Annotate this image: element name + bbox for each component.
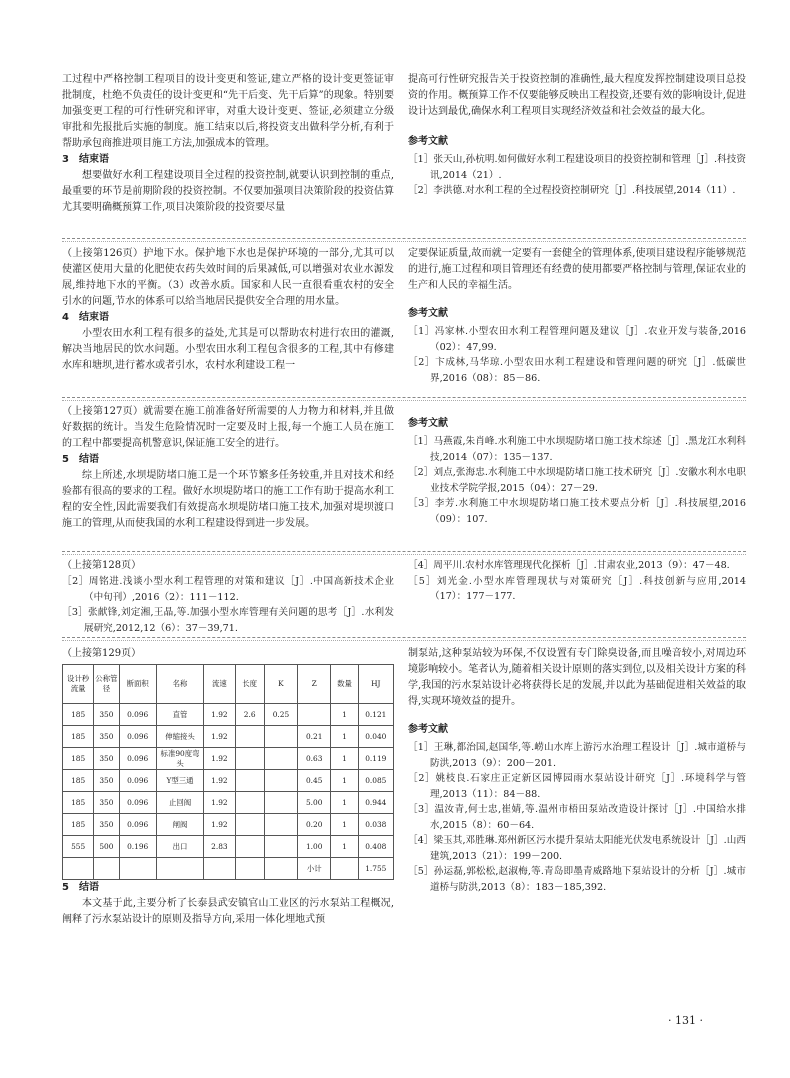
table-cell: 185: [63, 814, 94, 836]
table-cell: 0.096: [119, 726, 156, 748]
table-cell: 0.944: [358, 792, 393, 814]
table-cell: 185: [63, 704, 94, 726]
paragraph: 本文基于此,主要分析了长泰县武安镇官山工业区的污水泵站工程概况,阐释了污水泵站设计的原则及指导方向,采用一体化埋地式预: [62, 898, 394, 925]
table-cell: 0.096: [119, 704, 156, 726]
section-heading: 4 结束语: [62, 312, 109, 323]
table-cell: 闸阀: [156, 814, 203, 836]
continuation-note: （上接第128页）: [62, 560, 142, 571]
table-cell: 0.096: [119, 770, 156, 792]
table-cell: 185: [63, 726, 94, 748]
table-row: [63, 726, 394, 748]
reference-item: ［2］李洪德.对水利工程的全过程投资控制研究［J］.科技展望,2014（11）.: [408, 185, 736, 196]
table-cell: 1: [331, 770, 358, 792]
paragraph: 定要保证质量,故而就一定要有一套健全的管理体系,使项目建设程序能够规范的进行,施工过程和项目管理还有经费的使用都要严格控制与管理,保证农业的生产和人民的幸福生活。: [408, 248, 746, 291]
right-column: [408, 72, 746, 199]
table-header-cell: 设计秒流量: [63, 665, 94, 704]
table-cell: [264, 858, 297, 880]
table-cell: 5.00: [298, 792, 331, 814]
paragraph: （上接第127页）就需要在施工前准备好所需要的人力物力和材料,并且做好数据的统计。当发生危险情况时一定要及时上报,每一个施工人员在施工的工程中都要提高机警意识,保证施工安全的进行。: [62, 406, 394, 449]
head-loss-table: [62, 664, 394, 880]
table-header-cell: HJ: [358, 665, 393, 704]
table-cell: 0.096: [119, 814, 156, 836]
table-header-cell: 公称管径: [94, 665, 119, 704]
table-cell: 1.92: [204, 770, 235, 792]
table-cell: [94, 858, 119, 880]
table-cell: [264, 748, 297, 770]
table-cell: [298, 704, 331, 726]
reference-item: ［3］温汝青,何士忠,崔婧,等.温州市梧田泵站改造设计探讨［J］.中国给水排水,2015（8）：60－64.: [408, 804, 746, 831]
reference-item: ［4］周平川.农村水库管理现代化探析［J］.甘肃农业,2013（9）：47－48.: [408, 560, 730, 571]
right-column: [408, 558, 746, 605]
table-cell: [235, 748, 264, 770]
table-cell: [235, 792, 264, 814]
table-cell: 185: [63, 792, 94, 814]
reference-item: ［1］王琳,都治国,赵国华,等.崂山水库上游污水治理工程设计［J］.城市道桥与防洪,2013（9）：200－201.: [408, 742, 746, 769]
table-cell: [235, 814, 264, 836]
paragraph: 提高可行性研究报告关于投资控制的准确性,最大程度发挥控制建设项目总投资的作用。概预算工作不仅要能够反映出工程投资,还要有效的影响设计,促进设计达到最优,确保水利工程项目实现经济效益和社会效益的最大化。: [408, 74, 746, 117]
table-cell: 350: [94, 792, 119, 814]
paragraph: 制泵站,这种泵站较为环保,不仅设置有专门除臭设备,而且噪音较小,对周边环境影响较小。笔者认为,随着相关设计原则的落实到位,以及相关设计方案的科学,我国的污水泵站设计必将获得长足的发展,并以此为基础促进相关效益的取得,实现环境效益的提升。: [408, 648, 746, 707]
table-header-cell: K: [264, 665, 297, 704]
table-cell: 1.92: [204, 748, 235, 770]
table-cell: [264, 792, 297, 814]
reference-item: ［1］冯家林.小型农田水利工程管理问题及建议［J］.农业开发与装备,2016（02）：47,99.: [408, 326, 746, 353]
reference-item: ［1］马燕霞,朱肖峰.水利施工中水坝堤防堵口施工技术综述［J］.黑龙江水利科技,2014（07）：135－137.: [408, 436, 746, 463]
right-column: [408, 246, 746, 386]
table-cell: 0.121: [358, 704, 393, 726]
table-body: [63, 704, 394, 880]
table-cell: 止回阀: [156, 792, 203, 814]
table-cell: [235, 770, 264, 792]
table-cell: 0.040: [358, 726, 393, 748]
continuation-note: （上接第129页）: [62, 648, 142, 659]
table-cell: 1: [331, 726, 358, 748]
table-cell: 0.408: [358, 836, 393, 858]
table-header-cell: 流速: [204, 665, 235, 704]
section-heading: 5 结语: [62, 882, 99, 893]
table-cell: 1.92: [204, 792, 235, 814]
table-cell: [235, 858, 264, 880]
table-header-cell: 数量: [331, 665, 358, 704]
table-cell: 1.92: [204, 726, 235, 748]
section-divider: [62, 551, 746, 552]
table-cell: 2.6: [235, 704, 264, 726]
reference-item: ［3］李芳.水利施工中水坝堤防堵口施工技术要点分析［J］.科技展望,2016（09）：107.: [408, 498, 746, 525]
table-cell: 185: [63, 748, 94, 770]
table-cell: [204, 858, 235, 880]
reference-item: ［1］张天山,孙杭明.如何做好水利工程建设项目的投资控制和管理［J］.科技资讯,2014（21）.: [408, 154, 746, 181]
left-column: [62, 646, 394, 928]
table-cell: 1: [331, 792, 358, 814]
table-cell: [235, 836, 264, 858]
table-header-cell: 长度: [235, 665, 264, 704]
reference-item: ［5］孙运磊,郭松松,赵淑梅,等.青岛即墨青威路地下泵站设计的分析［J］.城市道桥与防洪,2013（8）：183－185,392.: [408, 866, 746, 893]
reference-item: ［5］刘光金.小型水库管理现状与对策研究［J］.科技创新与应用,2014（17）：177－177.: [408, 575, 746, 602]
table-cell: 1: [331, 836, 358, 858]
reference-item: ［2］姚枝良.石家庄正定新区园博园雨水泵站设计研究［J］.环境科学与管理,2013（11）：84－88.: [408, 773, 746, 800]
table-total-value: 1.755: [358, 858, 393, 880]
section-heading: 3 结束语: [62, 154, 109, 165]
paragraph: 工过程中严格控制工程项目的设计变更和签证,建立严格的设计变更签证审批制度，杜绝不负责任的设计变更和“先干后变、先干后算”的现象。特别要加强变更工程的可行性研究和评审，对重大设计变更、签证,必须建立分级审批和先报批后实施的制度。施工结束以后,将投资支出做科学分析,有利于帮助承包商推进项目施工方法,加强成本的管理。: [62, 74, 394, 149]
reference-item: ［2］周铭进.浅谈小型水利工程管理的对策和建议［J］.中国高新技术企业（中旬刊）,2016（2）：111－112.: [62, 576, 394, 603]
right-column: [408, 404, 746, 527]
right-column: [408, 646, 746, 895]
table-cell: 350: [94, 748, 119, 770]
table-row: [63, 814, 394, 836]
table-cell: 伸缩接头: [156, 726, 203, 748]
paragraph: （上接第126页）护地下水。保护地下水也是保护环境的一部分,尤其可以使灌区使用大量的化肥使农药失效时间的后果减低,可以增强对农业水源发展,维持地下水的平衡。（3）改善水质。国家和人民一直很看重农村的安全引水的问题,节水的体系可以给当地居民提供安全合理的用水量。: [62, 248, 394, 307]
left-column: [62, 246, 394, 374]
table-cell: 0.096: [119, 748, 156, 770]
table-row: [63, 836, 394, 858]
table-header-cell: 断面积: [119, 665, 156, 704]
table-cell: 350: [94, 770, 119, 792]
table-cell: 0.63: [298, 748, 331, 770]
reference-item: ［2］卞成林,马华琼.小型农田水利工程建设和管理问题的研究［J］.低碳世界,2016（08）：85－86.: [408, 357, 746, 384]
table-cell: 1.00: [298, 836, 331, 858]
table-row: [63, 748, 394, 770]
table-cell: [63, 858, 94, 880]
table-cell: 0.196: [119, 836, 156, 858]
reference-item: ［4］梁玉其,邓胜琳.郑州新区污水提升泵站太阳能光伏发电系统设计［J］.山西建筑,2013（21）：199－200.: [408, 835, 746, 862]
table-cell: 350: [94, 814, 119, 836]
table-header-cell: Z: [298, 665, 331, 704]
left-column: [62, 558, 394, 636]
table-row: [63, 704, 394, 726]
table-cell: 1: [331, 814, 358, 836]
references-heading: 参考文献: [408, 308, 448, 319]
section-divider: [62, 397, 746, 398]
table-cell: 1.92: [204, 704, 235, 726]
paragraph: 小型农田水利工程有很多的益处,尤其是可以帮助农村进行农田的灌溉,解决当地居民的饮水问题。小型农田水利工程包含很多的工程,其中有修建水库和塘坝,进行蓄水或者引水，农村水利建设工程一: [62, 328, 394, 371]
table-cell: 1: [331, 704, 358, 726]
table-cell: [264, 726, 297, 748]
table-total-label: 小计: [298, 858, 331, 880]
table-cell: [156, 858, 203, 880]
table-cell: 出口: [156, 836, 203, 858]
table-cell: 0.20: [298, 814, 331, 836]
table-cell: 直管: [156, 704, 203, 726]
section-divider: [62, 238, 746, 239]
table-cell: 500: [94, 836, 119, 858]
table-cell: 0.096: [119, 792, 156, 814]
table-cell: 2.83: [204, 836, 235, 858]
references-heading: 参考文献: [408, 418, 448, 429]
reference-item: ［2］刘点,张海忠.水利施工中水坝堤防堵口施工技术研究［J］.安徽水利水电职业技术学院学报,2015（04）：27－29.: [408, 467, 746, 494]
reference-item: ［3］张献锋,刘定湘,王晶,等.加强小型水库管理有关问题的思考［J］.水利发展研究,2012,12（6）：37－39,71.: [62, 607, 394, 634]
table-cell: 1: [331, 748, 358, 770]
table-header-cell: 名称: [156, 665, 203, 704]
table-cell: 0.119: [358, 748, 393, 770]
left-column: [62, 404, 394, 532]
table-cell: 0.038: [358, 814, 393, 836]
table-cell: 0.45: [298, 770, 331, 792]
paragraph: 想要做好水利工程建设项目全过程的投资控制,就要认识到控制的重点,最重要的环节是前期阶段的投资控制。不仅要加强项目决策阶段的投资估算尤其要明确概预算工作,项目决策阶段的投资要尽量: [62, 170, 394, 213]
table-cell: 0.25: [264, 704, 297, 726]
table-cell: 350: [94, 726, 119, 748]
table-cell: [264, 770, 297, 792]
table-cell: [264, 836, 297, 858]
table-cell: 标准90度弯头: [156, 748, 203, 770]
section-heading: 5 结语: [62, 454, 99, 465]
table-cell: 185: [63, 770, 94, 792]
table-header-row: [63, 665, 394, 704]
table-total-row: [63, 858, 394, 880]
table-cell: [331, 858, 358, 880]
table-cell: 350: [94, 704, 119, 726]
table-cell: Y型三通: [156, 770, 203, 792]
paragraph: 综上所述,水坝堤防堵口施工是一个环节繁多任务较重,并且对技术和经验都有很高的要求的工程。做好水坝堤防堵口的施工工作有助于提高水利工程的安全性,因此需要我们有效提高水坝堤防堵口施工技术,加强对堤坝渡口施工的管理,从而使我国的水利工程建设得到进一步发展。: [62, 470, 394, 529]
table-cell: 555: [63, 836, 94, 858]
table-row: [63, 770, 394, 792]
table-cell: [264, 814, 297, 836]
page-number: · 131 ·: [668, 1014, 703, 1027]
table-row: [63, 792, 394, 814]
table-cell: 1.92: [204, 814, 235, 836]
table-cell: 0.21: [298, 726, 331, 748]
table-cell: 0.085: [358, 770, 393, 792]
section-divider: [62, 637, 746, 638]
table-cell: [235, 726, 264, 748]
references-heading: 参考文献: [408, 136, 448, 147]
references-heading: 参考文献: [408, 724, 448, 735]
table-cell: [119, 858, 156, 880]
left-column: [62, 72, 394, 216]
